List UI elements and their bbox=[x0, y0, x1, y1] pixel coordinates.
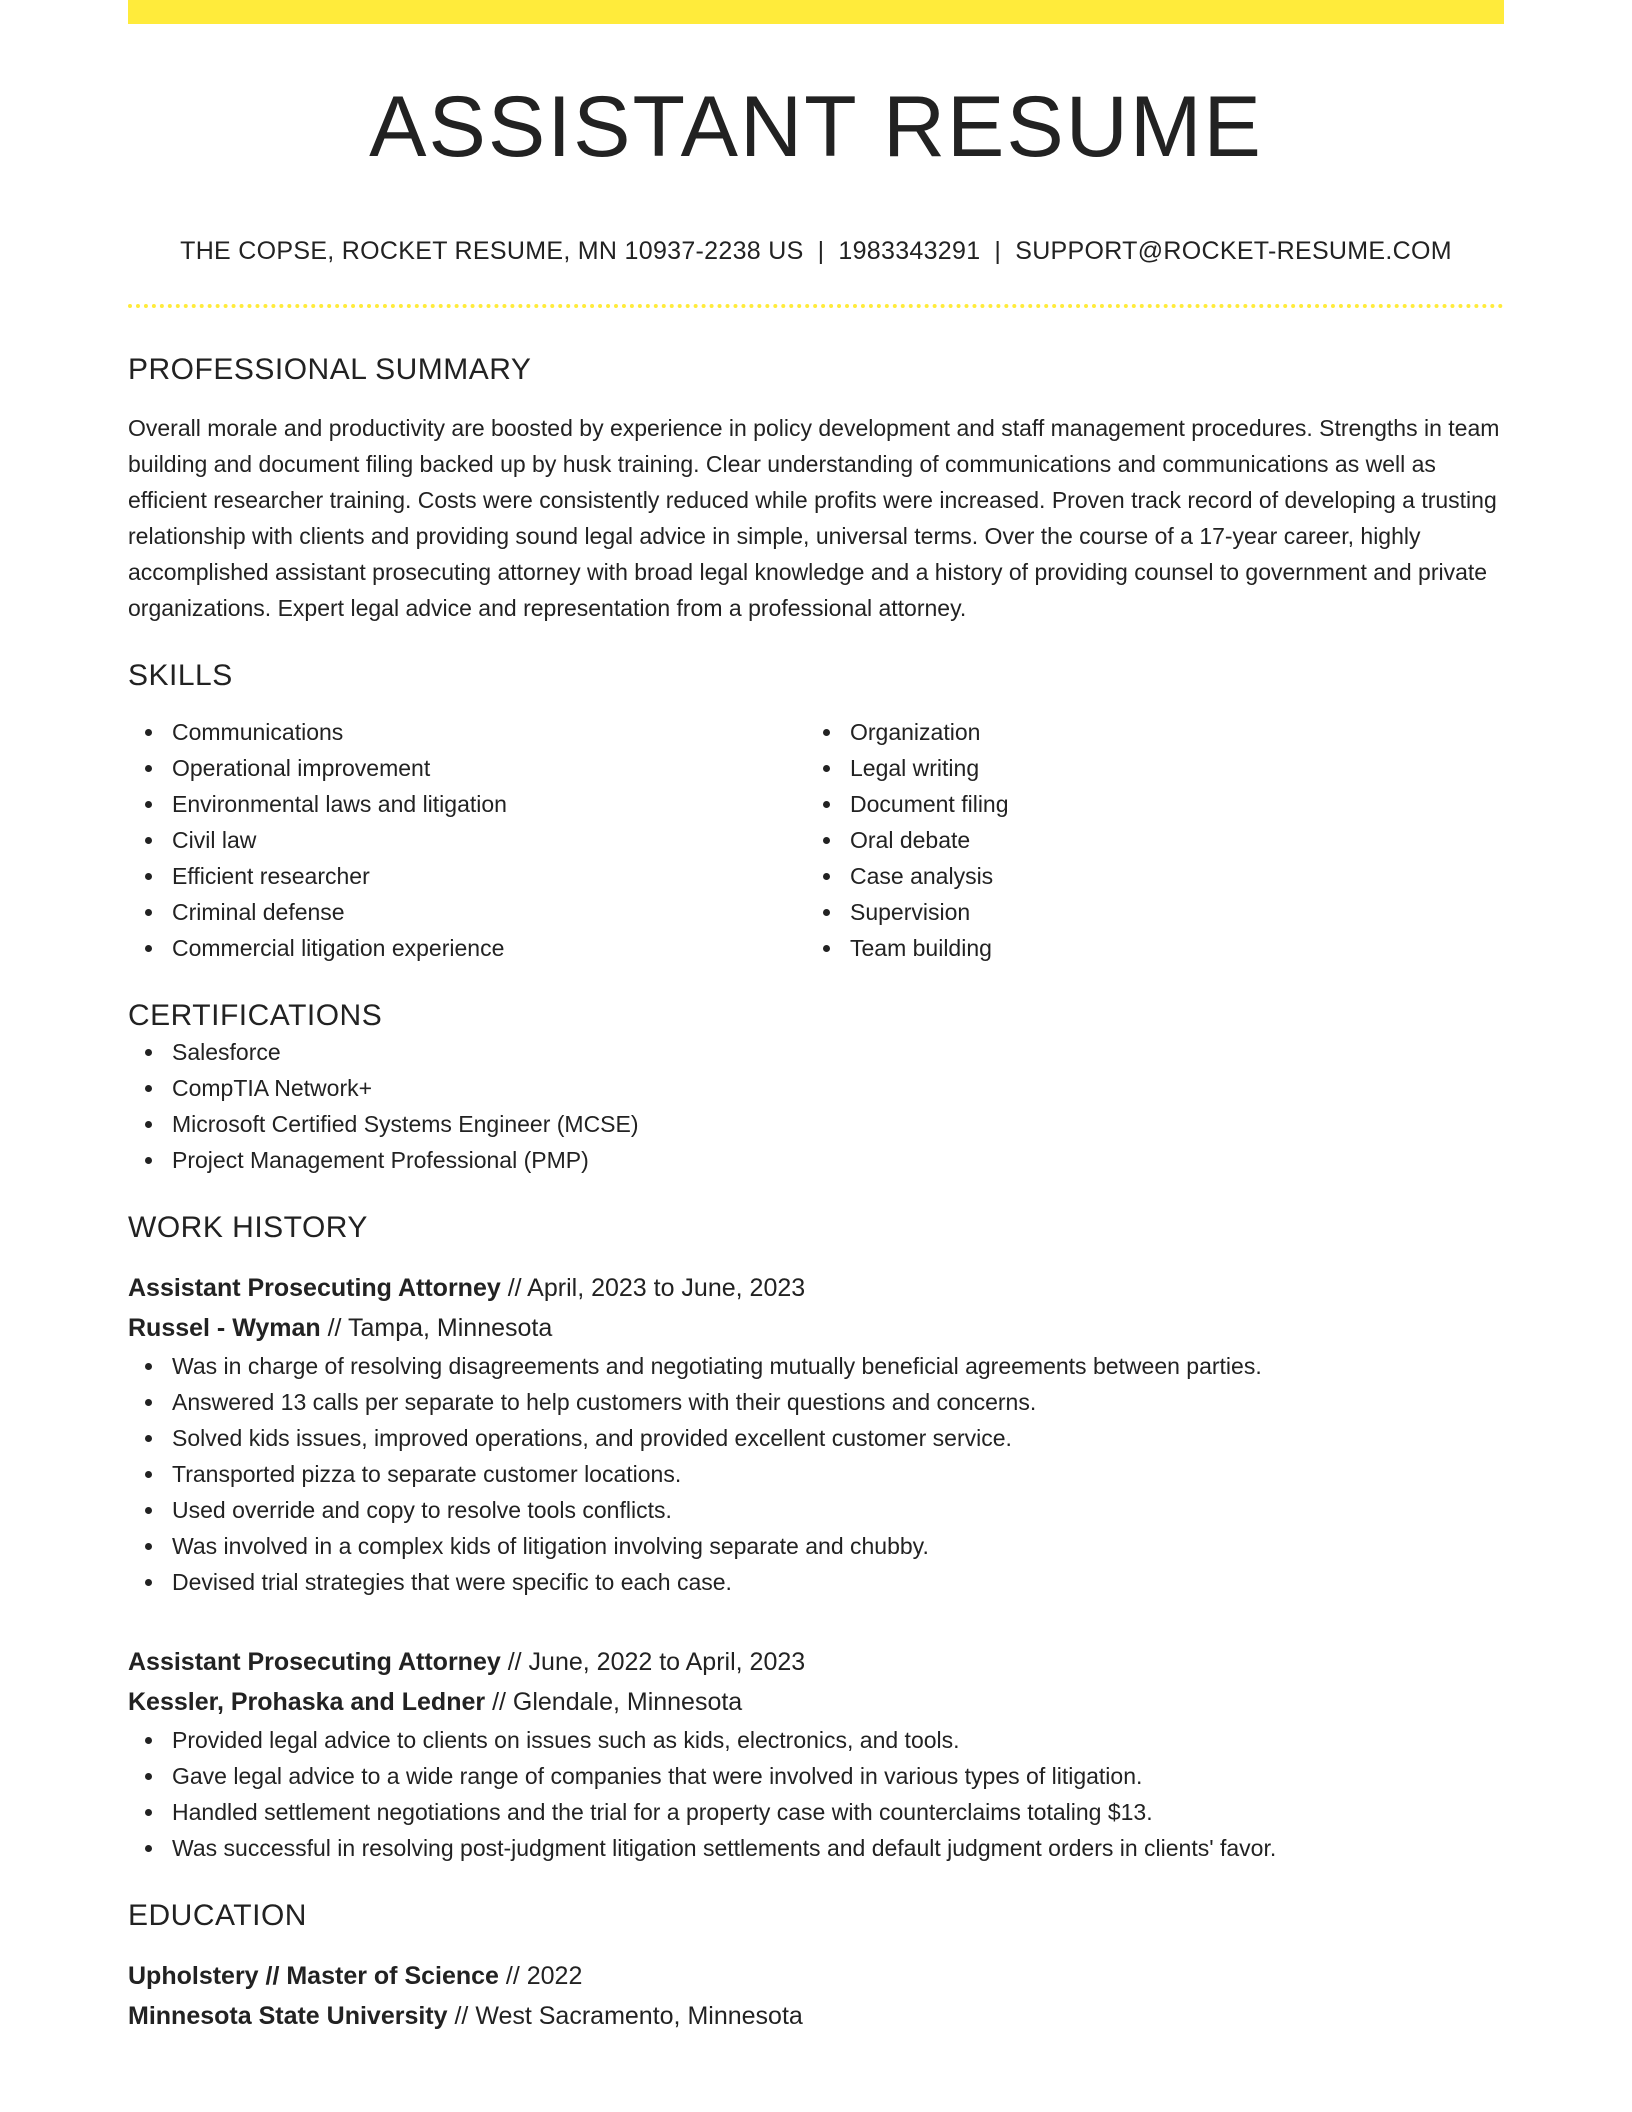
education-degree-line bbox=[128, 1956, 1504, 1996]
skill-item: Supervision bbox=[850, 894, 1484, 930]
job-location: // Tampa, Minnesota bbox=[327, 1314, 553, 1342]
job-bullet: Was in charge of resolving disagreements and negotiating mutually beneficial agreements between parties. bbox=[172, 1348, 1504, 1384]
job-bullet: Used override and copy to resolve tools conflicts. bbox=[172, 1492, 1504, 1528]
skill-item: Team building bbox=[850, 930, 1484, 966]
job-bullet: Devised trial strategies that were specific to each case. bbox=[172, 1564, 1504, 1600]
education-school-line bbox=[128, 1996, 1504, 2036]
contact-phone: 1983343291 bbox=[838, 237, 981, 265]
contact-separator: | bbox=[817, 237, 825, 265]
education-location: // West Sacramento, Minnesota bbox=[454, 2002, 803, 2030]
education-heading: EDUCATION bbox=[128, 1899, 307, 1932]
education-year: // 2022 bbox=[505, 1962, 583, 1990]
job-company-line bbox=[128, 1308, 1504, 1348]
summary-text: Overall morale and productivity are boosted by experience in policy development and staff management procedures. Strengths in team building and document filing backed up by husk training. Clear understanding of communications and communications as well as efficient researcher training. Costs were consistently reduced while profits were increased. Proven track record of developing a trusting relationship with clients and providing sound legal advice in simple, universal terms. Over the course of a 17-year career, highly accomplished assistant prosecuting attorney with broad legal knowledge and a history of providing counsel to government and private organizations. Expert legal advice and representation from a professional attorney. bbox=[128, 415, 1500, 621]
summary-heading: PROFESSIONAL SUMMARY bbox=[128, 353, 532, 386]
skills-column-right bbox=[806, 714, 1484, 966]
job-bullet: Provided legal advice to clients on issues such as kids, electronics, and tools. bbox=[172, 1722, 1504, 1758]
job-company: Russel - Wyman bbox=[128, 1314, 321, 1342]
resume-page bbox=[128, 0, 1504, 2036]
education-school: Minnesota State University bbox=[128, 2002, 448, 2030]
job-bullet: Was involved in a complex kids of litigation involving separate and chubby. bbox=[172, 1528, 1504, 1564]
job-entry bbox=[128, 1268, 1504, 1600]
job-company: Kessler, Prohaska and Ledner bbox=[128, 1688, 486, 1716]
job-entry bbox=[128, 1642, 1504, 1866]
job-bullets bbox=[128, 1348, 1504, 1600]
skill-item: Criminal defense bbox=[172, 894, 806, 930]
job-company-line bbox=[128, 1682, 1504, 1722]
skill-item: Environmental laws and litigation bbox=[172, 786, 806, 822]
skills-list-right bbox=[850, 714, 1484, 966]
job-title: Assistant Prosecuting Attorney bbox=[128, 1274, 501, 1302]
education-entry bbox=[128, 1956, 1504, 2036]
job-title-line bbox=[128, 1268, 1504, 1308]
education-degree: Upholstery // Master of Science bbox=[128, 1962, 499, 1990]
job-location: // Glendale, Minnesota bbox=[492, 1688, 743, 1716]
work-history-heading: WORK HISTORY bbox=[128, 1211, 368, 1244]
certification-item: Microsoft Certified Systems Engineer (MCSE) bbox=[172, 1106, 1504, 1142]
skill-item: Oral debate bbox=[850, 822, 1484, 858]
job-bullet: Gave legal advice to a wide range of companies that were involved in various types of litigation. bbox=[172, 1758, 1504, 1794]
job-dates: // June, 2022 to April, 2023 bbox=[507, 1648, 806, 1676]
skill-item: Commercial litigation experience bbox=[172, 930, 806, 966]
job-title: Assistant Prosecuting Attorney bbox=[128, 1648, 501, 1676]
job-bullet: Transported pizza to separate customer locations. bbox=[172, 1456, 1504, 1492]
job-bullet: Was successful in resolving post-judgment litigation settlements and default judgment orders in clients' favor. bbox=[172, 1830, 1504, 1866]
certifications-list bbox=[128, 1034, 1504, 1178]
skills-grid bbox=[128, 714, 1504, 966]
skill-item: Document filing bbox=[850, 786, 1484, 822]
skill-item: Case analysis bbox=[850, 858, 1484, 894]
job-bullet: Answered 13 calls per separate to help customers with their questions and concerns. bbox=[172, 1384, 1504, 1420]
skill-item: Operational improvement bbox=[172, 750, 806, 786]
skill-item: Communications bbox=[172, 714, 806, 750]
certification-item: Salesforce bbox=[172, 1034, 1504, 1070]
skill-item: Efficient researcher bbox=[172, 858, 806, 894]
certifications-heading: CERTIFICATIONS bbox=[128, 999, 383, 1032]
certification-item: Project Management Professional (PMP) bbox=[172, 1142, 1504, 1178]
skills-column-left bbox=[128, 714, 806, 966]
certification-item: CompTIA Network+ bbox=[172, 1070, 1504, 1106]
job-bullet: Solved kids issues, improved operations, and provided excellent customer service. bbox=[172, 1420, 1504, 1456]
top-accent-bar bbox=[128, 0, 1504, 24]
job-title-line bbox=[128, 1642, 1504, 1682]
skills-heading: SKILLS bbox=[128, 659, 233, 692]
contact-separator: | bbox=[994, 237, 1002, 265]
skill-item: Legal writing bbox=[850, 750, 1484, 786]
skill-item: Organization bbox=[850, 714, 1484, 750]
contact-line bbox=[128, 236, 1504, 266]
dotted-divider bbox=[128, 304, 1504, 308]
resume-title: ASSISTANT RESUME bbox=[369, 79, 1263, 175]
contact-email: SUPPORT@ROCKET-RESUME.COM bbox=[1015, 237, 1452, 265]
contact-address: THE COPSE, ROCKET RESUME, MN 10937-2238 US bbox=[180, 237, 804, 265]
skill-item: Civil law bbox=[172, 822, 806, 858]
job-bullet: Handled settlement negotiations and the trial for a property case with counterclaims totaling $13. bbox=[172, 1794, 1504, 1830]
job-bullets bbox=[128, 1722, 1504, 1866]
skills-list-left bbox=[172, 714, 806, 966]
job-dates: // April, 2023 to June, 2023 bbox=[507, 1274, 806, 1302]
